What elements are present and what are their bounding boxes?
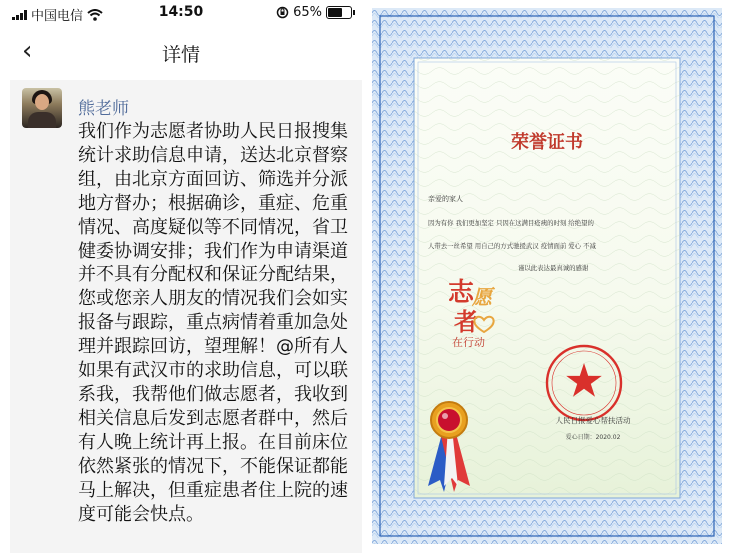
status-right [276,5,352,20]
navigation-bar [0,28,362,74]
chat-screen [0,0,362,553]
svg-text:志: 志 [448,278,475,308]
certificate-greeting: 亲爱的家人 [428,195,463,203]
battery-icon [326,6,352,19]
battery-fill [328,8,342,17]
message-card [10,80,362,553]
message-text: 我们作为志愿者协助人民日报搜集统计求助信息申请，送达北京督察组，由北京方面回访、筛选并分派地方督办；根据确诊，重症、危重情况、高度疑似等不同情况，省卫健委协调安排；我们作为申请渠道并不具有分配权和保证分配结果，您或您亲人朋友的情况我们会如实报备与跟踪，重点病情着重加急处理并跟踪回访，望理解！@所有人 如果有武汉市的求助信息，可以联系我，我帮他们做志愿者，我收到相关信息后发到志愿者群中，然后有人晚上统计再上报。在目前床位依然紧张的情况下，不能保证都能马上解决，但重症患者住上院的速度可能会快点。 [78,121,348,525]
carrier-name: 中国电信 [31,9,84,24]
svg-text:在行动: 在行动 [452,336,485,349]
certificate-title: 荣誉证书 [511,132,583,153]
image-divider [362,0,372,553]
back-button[interactable]: ‹ [22,36,33,66]
status-bar [0,0,362,24]
rotation-lock-icon [276,6,289,19]
certificate-body-line-2: 人带去一丝希望 用自己的方式驰援武汉 疫情面前 爱心 不减 [428,242,596,250]
author-name[interactable]: 熊老师 [78,99,129,119]
avatar[interactable] [22,88,62,128]
honor-certificate [372,8,722,544]
certificate-body-line-3: 谨以此表达最真诚的感谢 [518,264,589,272]
issue-date: 爱心日期：2020.02 [565,434,621,441]
issuer-name: 人民日报爱心帮扶活动 [555,416,631,425]
page-title: 详情 [161,44,200,66]
certificate-body-line-1: 因为有你 我们更加坚定 只因在这满目疮痍的时刻 给绝望的 [428,219,594,227]
battery-percent: 65% [293,5,322,20]
svg-text:者: 者 [454,307,478,336]
svg-text:愿: 愿 [472,285,492,309]
clock: 14:50 [158,4,204,20]
